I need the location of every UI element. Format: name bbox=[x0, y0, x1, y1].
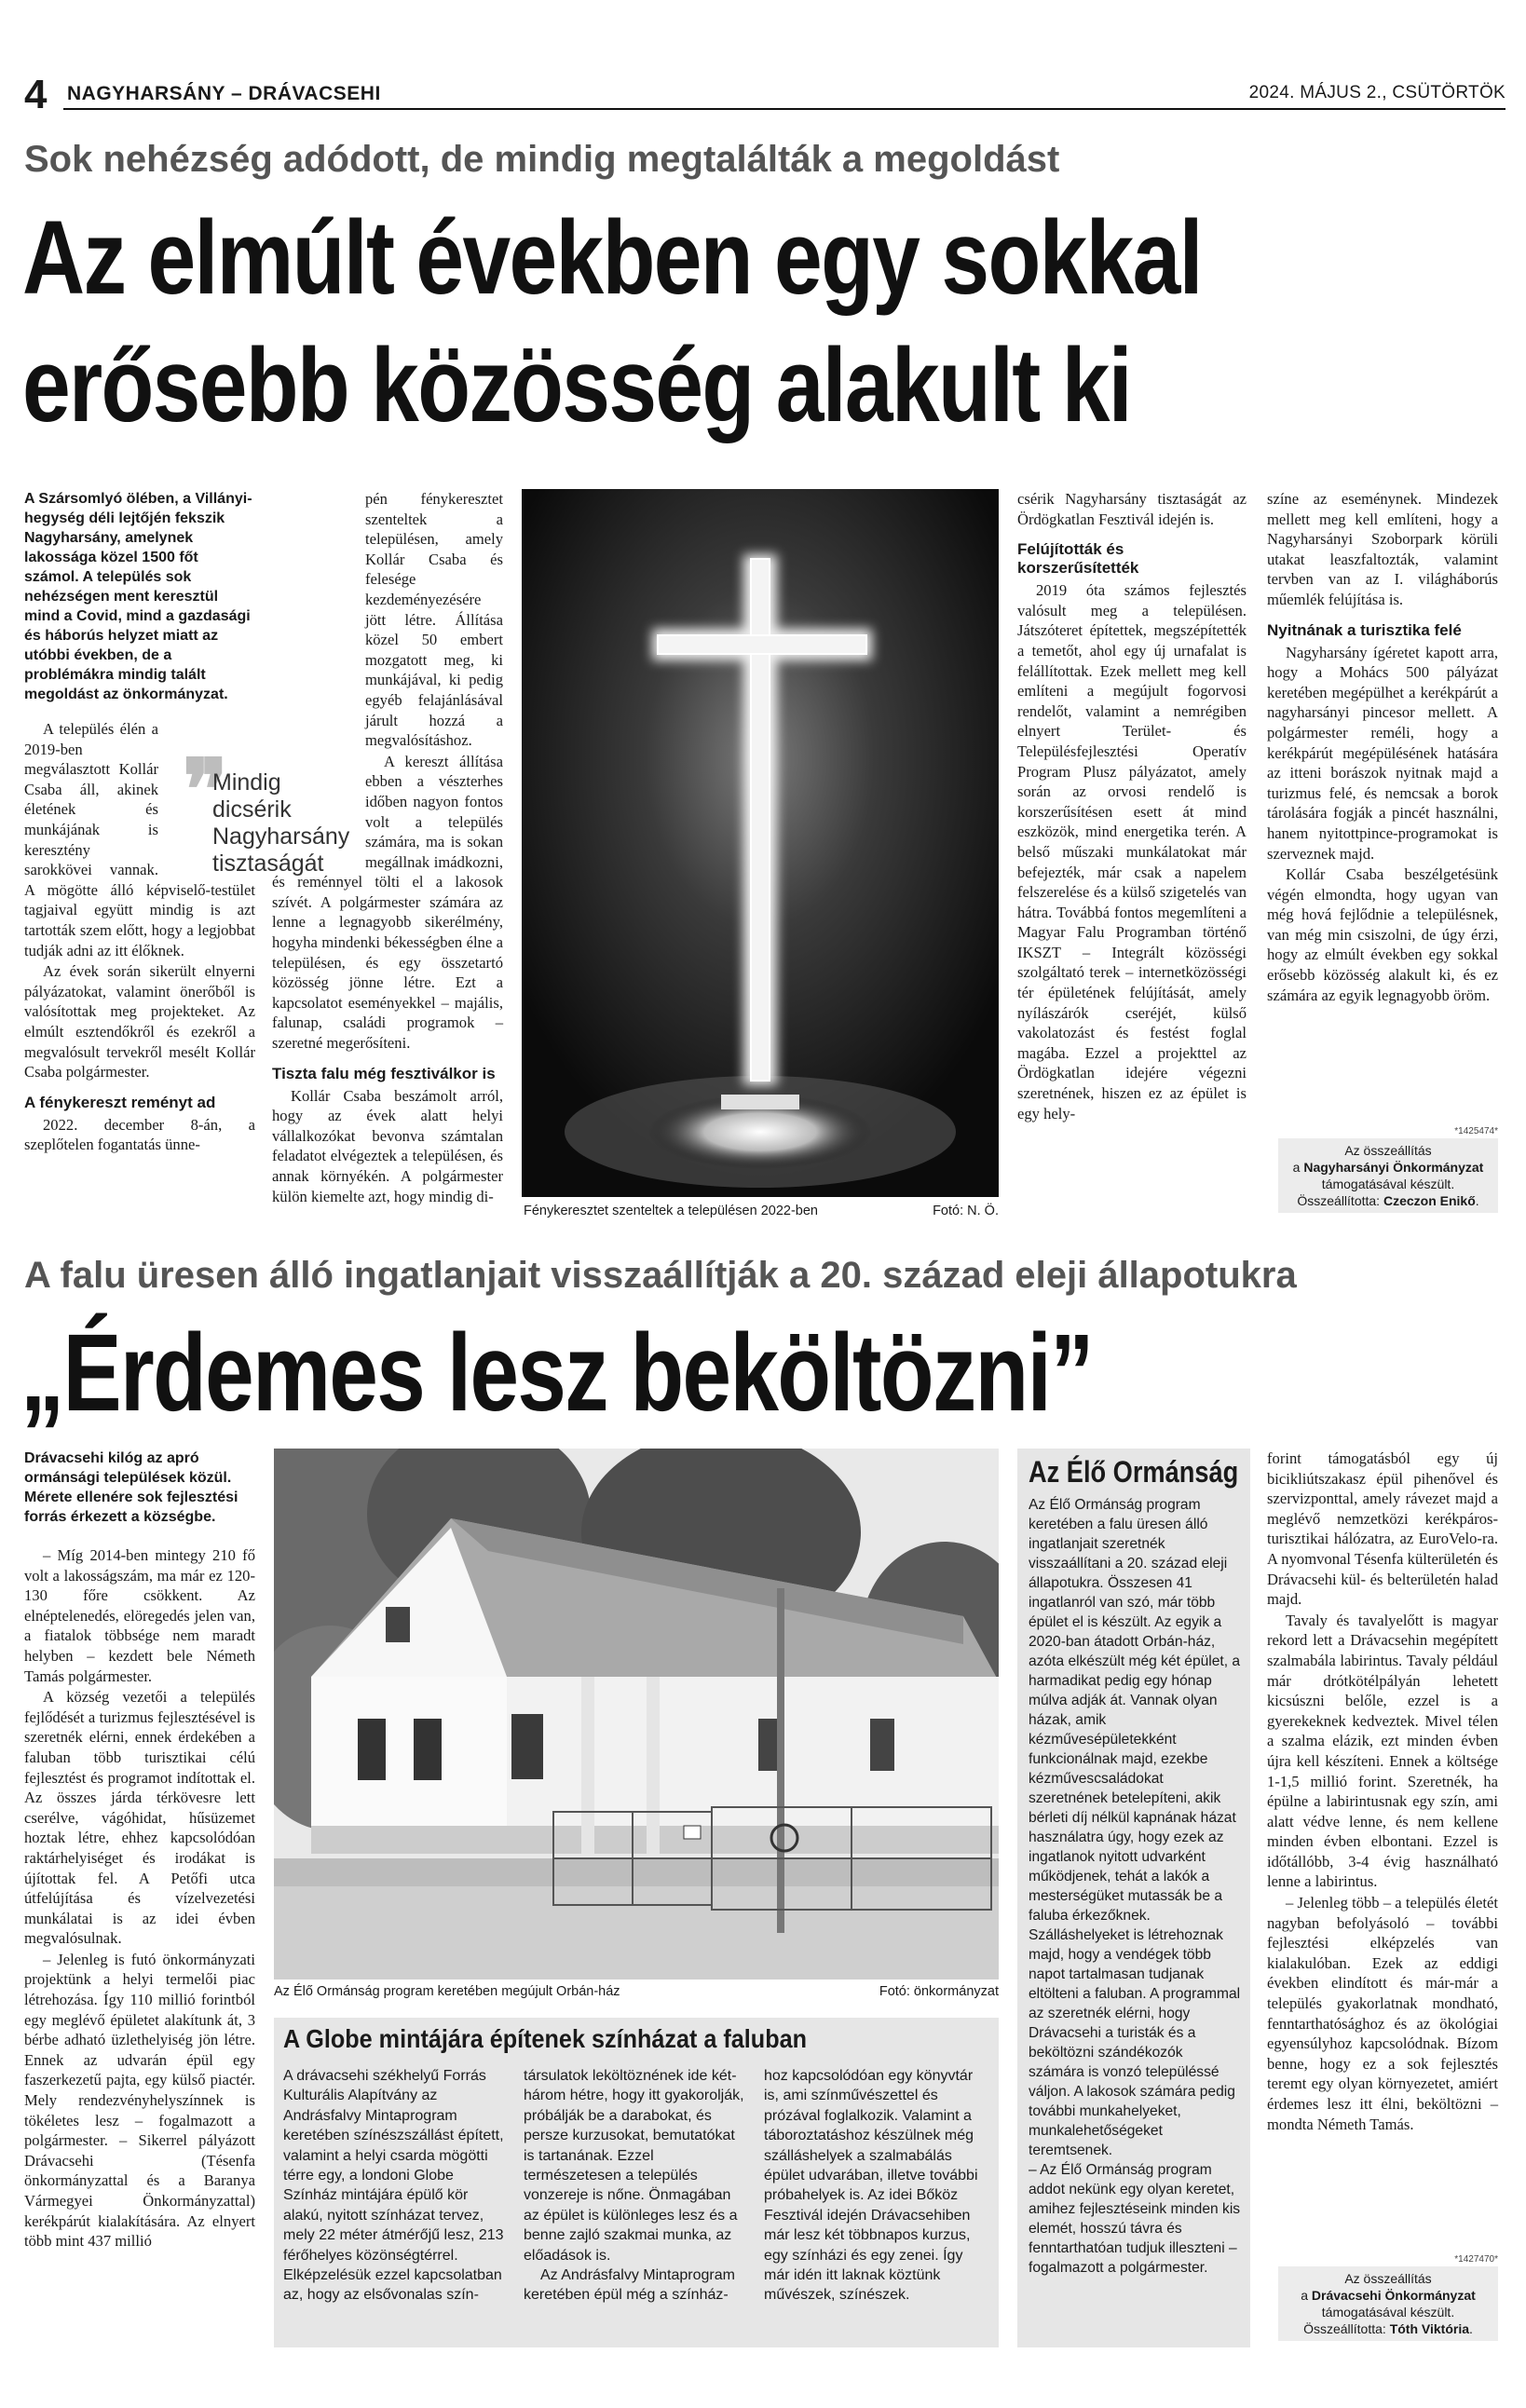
article2-paragraph: – Jelenleg több – a település életét nagyban befolyásoló – további fejlesztési elképzelés van kialakulóban. Ezek az eddigi években elindított és már-már a település gyakorlatnak mondható, fenntarthatósághoz és az ökológiai egyensúlyhoz kapcsolódnak. Bízom benne, hogy ez a sok fejlesztés teremt egy olyan környezetet, amiért érdemes lesz itt élni, beköltözni – mondta Németh Tamás. bbox=[1267, 1894, 1498, 2133]
orban-house-icon bbox=[274, 1449, 999, 1979]
credit-line: támogatásával készült. bbox=[1321, 2305, 1455, 2320]
article2-paragraph: forint támogatásból egy új bicikliútszakasz épül pihenővel és szervizponttal, amely rávezet majd a meglévő nemzetközi kerékpáros-turisztikai hálózatra, az EuroVelo-ra. A nyomvonal Tésenfa külterületén és Drávacsehi kül- és belterületén halad majd. bbox=[1267, 1449, 1498, 1609]
article2-credit-box bbox=[1278, 2266, 1498, 2341]
article1-paragraph: színe az eseménynek. Mindezek mellett meg kell említeni, hogy a Nagyharsányi Szoborpark körüli utakat leaszfaltozták, valamint tervben van az I. világháborús műemlék felújítása is. bbox=[1267, 490, 1498, 608]
house-photo bbox=[274, 1449, 999, 1979]
globe-paragraph: A drávacsehi székhelyű Forrás Kulturális Alapítvány az Andrásfalvy Mintaprogram keretében színészszállást épített, valamint a helyi csarda mögötti térre egy, a londoni Globe Színház mintájára épülő kör alakú, nyitott színházat tervez, mely 22 méter átmérőjű lesz, 213 férőhelyes közönségtérrel. Elképzelésük ezzel kapcsolatban az, hogy az elsővonalas szín- bbox=[283, 2068, 504, 2304]
pullquote-spacer bbox=[272, 752, 358, 856]
article1-paragraph: Nagyharsány ígéretet kapott arra, hogy a Mohács 500 pályázat keretében megépülhet a kerékpárút a nagyharsányi pincesor mellett. A polgármester reméli, hogy a kerékpárút megépülésének hatására az itteni borászok nyitnak majd a turizmus felé, és nemcsak a borok tárolására fogják a pincét használni, hanem nyitottpince-programokat is szerveznek majd. bbox=[1267, 643, 1498, 863]
page-number: 4 bbox=[24, 72, 48, 117]
house-photo-caption: Az Élő Ormánság program keretében megújult Orbán-ház bbox=[274, 1984, 620, 1999]
cross-photo bbox=[522, 489, 999, 1197]
globe-column-3 bbox=[764, 2066, 989, 2306]
article1-paragraph: pén fénykeresztet szenteltek a településen, amely Kollár Csaba és felesége kezdeményezésére jött létre. Állítása közel 50 embert mozgatott meg, ki munkájával, ki pedig egyéb felajánlásával járult hozzá a megvalósításhoz. bbox=[365, 490, 503, 750]
article1-subheading: Tiszta falu még fesztiválkor is bbox=[272, 1064, 496, 1082]
cross-photo-credit: Fotó: N. Ö. bbox=[933, 1204, 999, 1218]
article1-headline-line2: erősebb közösség alakult ki bbox=[22, 327, 1131, 443]
globe-theatre-box bbox=[274, 2018, 999, 2347]
article2-headline: „Érdemes lesz beköltözni” bbox=[20, 1312, 1093, 1435]
article2-paragraph: Tavaly és tavalyelőtt is magyar rekord lett a Drávacsehin megépített szalmabála labirintus. Tavaly például már drótkötélpályán lehetett kicsúszni belőle, ezzel is a gyerekeknek kedveztek. Mivel télen a szalma elázik, ezt minden évben újra kell készíteni. Ennek a költsége 1-1,5 millió forint. Szeretnék, ha épülne a labirintusnak egy szín, ami alatt védve lenne, és nem kellene minden évben elbontani. Ezzel is időtállóbb, 3-4 évig használható lenne a labirintus. bbox=[1267, 1611, 1498, 1891]
article1-subheading: A fénykereszt reményt ad bbox=[24, 1093, 216, 1111]
elo-ormansag-title: Az Élő Ormánság bbox=[1029, 1455, 1239, 1489]
article1-column-2 bbox=[272, 489, 503, 1207]
issue-date: 2024. MÁJUS 2., CSÜTÖRTÖK bbox=[1248, 83, 1506, 102]
article2-kicker: A falu üresen álló ingatlanjait visszaállítják a 20. század eleji állapotukra bbox=[24, 1255, 1297, 1296]
article2-column-1 bbox=[24, 1449, 255, 2252]
credit-line: támogatásával készült. bbox=[1321, 1177, 1455, 1191]
credit-line: a Nagyharsányi Önkormányzat bbox=[1292, 1160, 1484, 1175]
header-rule bbox=[63, 108, 1506, 110]
article1-paragraph: csérik Nagyharsány tisztaságát az Ördögkatlan Fesztivál idején is. bbox=[1017, 490, 1247, 528]
globe-theatre-title: A Globe mintájára építenek színházat a faluban bbox=[283, 2024, 808, 2053]
article1-credit-box bbox=[1278, 1138, 1498, 1213]
article1-paragraph: 2019 óta számos fejlesztés valósult meg a településen. Játszóteret építettek, megszépítették a temetőt, ahol egy új urnafalat is felállítottak. Ezek mellett meg kell említeni a megújult fogorvosi rendelőt, valamint a nemrégiben elnyert Terület- és Településfejlesztési Operatív Program Plusz pályázatot, amely során az orvosi rendelő is korszerűsítésen esett át mind eszközök, mind energetika terén. A belső műszaki munkálatokat már befejezték, már csak a napelem felszerelése és a külső szigetelés van hátra. Továbbá fontos megemlíteni a Magyar Falu Programban történő IKSZT – Integrált közösségi szolgáltató terek – internetközösségi tér épületének felújítását, amely nyílászárók cseréjét, külső vakolatozást és festést foglal magába. Ezzel a projekttel az Ördögkatlan idejére végezni szeretnének, hiszen ez az épület is egy hely- bbox=[1017, 581, 1247, 1122]
article1-paragraph: A kereszt állítása ebben a vészterhes időben nagyon fontos volt a település számára, ma is sokan megállnak imádkozni, és reménnyel tölti el a lakosok szívét. A polgármester számára az lenne a legnagyobb sikerélmény, hogyha mindenki békességben élne a településen, és egy összetartó közösség jönne létre. Ezt a kapcsolatot eseményekkel – majális, falunap, családi programok – szeretné megerősíteni. bbox=[272, 752, 503, 1053]
article1-subheading: Nyitnának a turisztika felé bbox=[1267, 620, 1462, 639]
elo-ormansag-text bbox=[1029, 1495, 1241, 2278]
elo-ormansag-box bbox=[1017, 1449, 1250, 2347]
credit-line: Az összeállítás bbox=[1344, 1143, 1432, 1158]
article1-paragraph: 2022. december 8-án, a szeplőtelen fogantatás ünne- bbox=[24, 1115, 255, 1154]
article1-paragraph: A település élén a 2019-ben megválasztott Kollár Csaba áll, akinek életének és munkájának is keresztény sarokkövei vannak. A mögötte álló képviselő-testület tagjaival együtt mindig is azt tartották szem előtt, hogy a legjobbat tudják adni az itt élőknek. bbox=[24, 720, 255, 959]
article1-paragraph: Az évek során sikerült elnyerni pályázatokat, valamint önerőből is valósítottak meg projekteket. Az elmúlt esztendőkről és ezekről a megvalósult tervekről mesélt Kollár Csaba polgármester. bbox=[24, 962, 255, 1082]
article2-paragraph: – Jelenleg is futó önkormányzati projektünk a helyi termelői piac létrehozása. Így 110 millió forintból egy meglévő épületet alakítunk át, 3 bérbe adható üzlethelyiség jön létre. Ennek az udvarán épül egy faszerkezetű pajta, egy külső piactér. Mely rendezvényhelyszínnek is tökéletes lesz – fogalmazott a polgármester. – Sikerrel pályázott Drávacsehi (Tésenfa önkormányzattal és a Baranya Vármegyei Önkormányzattal) kerékpárút kialakítására. Az elnyert több mint 437 millió bbox=[24, 1950, 255, 2251]
article1-lead: A Szársomlyó ölében, a Villányi-hegység déli lejtőjén fekszik Nagyharsány, amelynek lakossága közel 1500 főt számol. A település sok nehézségen ment keresztül mind a Covid, mind a gazdasági és háborús helyzet miatt az utóbbi években, de a problémákra mindig talált megoldást az önkormányzat. bbox=[24, 491, 252, 702]
article1-paragraph: Kollár Csaba beszélgetésünk végén elmondta, hogy ugyan van még hová fejlődnie a településnek, van még min csiszolni, de úgy érzi, hogy az elmúlt években egy sokkal erősebb közösség alakult ki, és ez számára az egyik legnagyobb öröm. bbox=[1267, 865, 1498, 1004]
article1-column-3 bbox=[1017, 489, 1247, 1124]
article1-headline-line1: Az elmúlt években egy sokkal bbox=[22, 199, 1202, 316]
globe-paragraph: Az Andrásfalvy Mintaprogram keretében épül még a színház- bbox=[524, 2267, 735, 2304]
pullquote-text: Mindig dicsérik Nagyharsány tisztaságát bbox=[212, 769, 350, 877]
illuminated-cross-icon bbox=[522, 489, 999, 1197]
credit-line: a Drávacsehi Önkormányzat bbox=[1301, 2288, 1476, 2303]
credit-line: Összeállította: Tóth Viktória. bbox=[1303, 2321, 1473, 2336]
article1-column-4 bbox=[1267, 489, 1498, 1006]
article2-lead: Drávacsehi kilóg az apró ormánsági települések közül. Mérete ellenére sok fejlesztési forrás érkezett a községbe. bbox=[24, 1450, 238, 1525]
globe-column-1 bbox=[283, 2066, 509, 2306]
elo-paragraph: Az Élő Ormánság program keretében a falu üresen álló ingatlanjait szeretnék visszaállítani a 20. század eleji állapotukra. Összesen 41 ingatlanról van szó, már több épület el is készült. Az egyik a 2020-ban átadott Orbán-ház, azóta elkészült még két épület, a harmadikat pedig egy hónap múlva adják át. Vannak olyan házak, amik kézművesépületekként funkcionálnak majd, ezekbe kézművescsaládokat szeretnének betelepíteni, akik bérleti díj nélkül kapnának házat használatra úgy, hogy ezek az ingatlanok nyitott udvarként működjenek, tehát a lakók a mesterségüket mutassák be a faluba érkezőknek. Szálláshelyeket is létrehoznak majd, hogy a vendégek több napot tartalmasan tudjanak eltölteni a faluban. A programmal az szeretnék elérni, hogy Drávacsehi a turisták és a beköltözni szándékozók számára is vonzó településsé váljon. A lakosok számára pedig további munkahelyeket, munkalehetőségeket teremtsenek. bbox=[1029, 1497, 1241, 2158]
credit-line: Az összeállítás bbox=[1344, 2271, 1432, 2286]
globe-column-2 bbox=[524, 2066, 749, 2306]
article2-column-4 bbox=[1267, 1449, 1498, 2135]
house-photo-credit: Fotó: önkormányzat bbox=[879, 1984, 999, 1999]
globe-paragraph: társulatok leköltöznének ide két-három hétre, hogy itt gyakorolják, próbálják be a darabokat, és persze kurzusokat, bemutatókat is tartanának. Ezzel természetesen a település vonzereje is nőne. Önmagában az épület is különleges lesz és a benne zajló szakmai munka, az előadások is. bbox=[524, 2068, 744, 2264]
article1-kicker: Sok nehézség adódott, de mindig megtalálták a megoldást bbox=[24, 139, 1060, 180]
cross-photo-caption: Fénykeresztet szenteltek a településen 2022-ben bbox=[524, 1204, 818, 1218]
article1-ad-code: *1425474* bbox=[1454, 1126, 1498, 1136]
article2-paragraph: A község vezetői a település fejlődését a turizmus fejlesztésével is szeretnék elérni, ennek érdekében a faluban több turisztikai célú fejlesztést és programot indítottak el. Az összes járda térkövesre lett cserélve, vágóhidat, hűsüzemet hoztak létre, ehhez kapcsolódóan raktárhelyiséget és irodákat is újítottak fel. A Petőfi utca útfelújítása és vízelvezetési munkálatai is az idei évben megvalósulnak. bbox=[24, 1688, 255, 1948]
article2-ad-code: *1427470* bbox=[1454, 2254, 1498, 2265]
article1-paragraph: Kollár Csaba beszámolt arról, hogy az évek alatt helyi vállalkozókat bevonva számtalan feladatot elvégeztek a településen, és annak környékén. A polgármester külön kiemelte azt, hogy mindig di- bbox=[272, 1086, 503, 1205]
credit-line: Összeállította: Czeczon Enikő. bbox=[1297, 1193, 1479, 1208]
quote-mark-icon: ❞ bbox=[183, 741, 228, 839]
section-title: NAGYHARSÁNY – DRÁVACSEHI bbox=[67, 83, 381, 104]
article1-subheading: Felújították és korszerűsítették bbox=[1017, 540, 1139, 578]
globe-paragraph: hoz kapcsolódóan egy könyvtár is, ami színművészettel és prózával foglalkozik. Valamint a táboroztatáshoz készülnek még szálláshelyek a szalmabálás épület udvarában, illetve további próbahelyek is. Az idei Bőköz Fesztivál idején Drávacsehiben már lesz két többnapos kurzus, egy színházi és egy zenei. Így már idén itt laknak köztünk művészek, színészek. bbox=[764, 2068, 978, 2304]
elo-paragraph: – Az Élő Ormánság program addot nekünk egy olyan keretet, amihez fejlesztéseink minden kis elemét, hosszú távra és fenntarthatóan tudjuk illeszteni – fogalmazott a polgármester. bbox=[1029, 2162, 1241, 2276]
article2-paragraph: – Míg 2014-ben mintegy 210 fő volt a lakosságszám, ma már ez 120-130 főre csökkent. Az elnéptelenedés, elöregedés jelen van, a fiatalok többsége nem maradt helyben – kezdett bele Németh Tamás polgármester. bbox=[24, 1546, 255, 1685]
